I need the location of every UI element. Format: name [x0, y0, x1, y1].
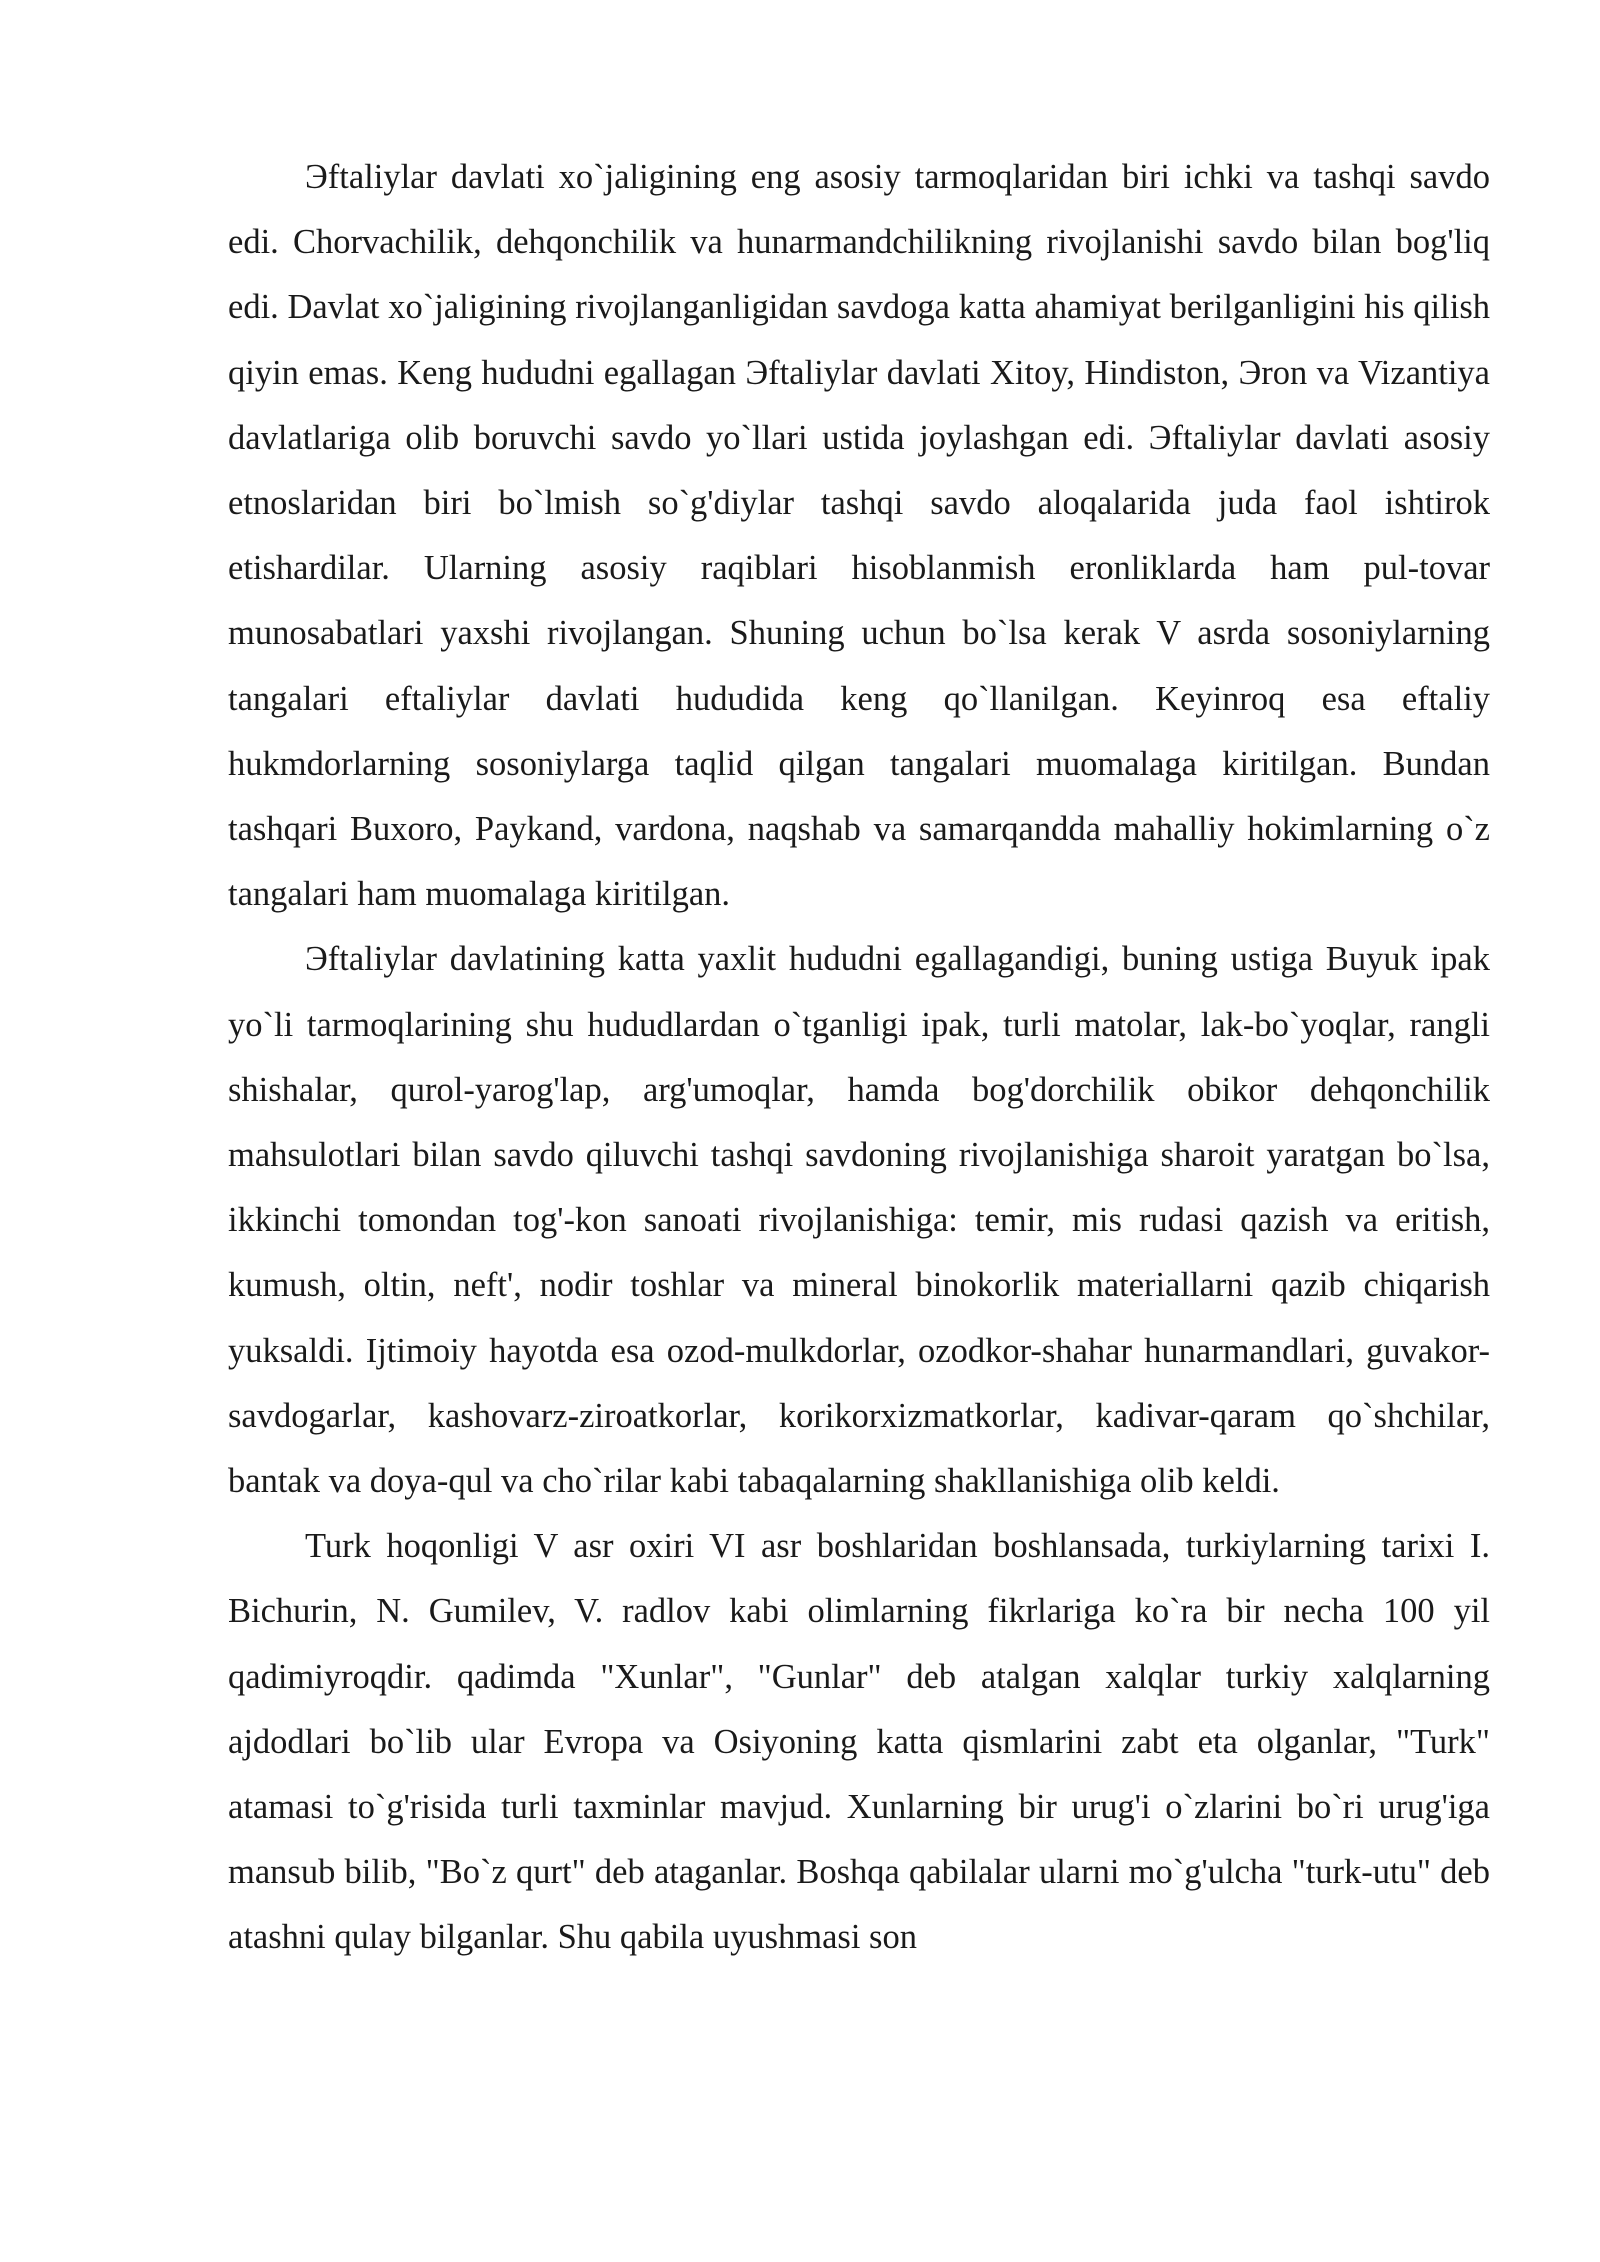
paragraph-eftaliylar-economy: Эftaliylar davlatining katta yaxlit hududni egallagandigi, buning ustiga Buyuk ipak yo`li tarmoqlarining shu hududlardan o`tganligi ipak, turli matolar, lak-bo`yoqlar, rangli shishalar, qurol-yarog'lap, arg'umoqlar, hamda bog'dorchilik obikor dehqonchilik mahsulotlari bilan savdo qiluvchi tashqi savdoning rivojlanishiga sharoit yaratgan bo`lsa, ikkinchi tomondan tog'-kon sanoati rivojlanishiga: temir, mis rudasi qazish va eritish, kumush, oltin, neft', nodir toshlar va mineral binokorlik materiallarni qazib chiqarish yuksaldi. Ijtimoiy hayotda esa ozod-mulkdorlar, ozodkor-shahar hunarmandlari, guvakor-savdogarlar, kashovarz-ziroatkorlar, korikorxizmatkorlar, kadivar-qaram qo`shchilar, bantak va doya-qul va cho`rilar kabi tabaqalarning shakllanishiga olib keldi. — [228, 940, 1490, 1501]
paragraph-eftaliylar-trade: Эftaliylar davlati xo`jaligining eng asosiy tarmoqlaridan biri ichki va tashqi savdo edi. Chorvachilik, dehqonchilik va hunarmandchilikning rivojlanishi savdo bilan bog'liq edi. Davlat xo`jaligining rivojlanganligidan savdoga katta ahamiyat berilganligini his qilish qiyin emas. Keng hududni egallagan Эftaliylar davlati Xitoy, Hindiston, Эron va Vizantiya davlatlariga olib boruvchi savdo yo`llari ustida joylashgan edi. Эftaliylar davlati asosiy etnoslaridan biri bo`lmish so`g'diylar tashqi savdo aloqalarida juda faol ishtirok etishardilar. Ularning asosiy raqiblari hisoblanmish eronliklarda ham pul-tovar munosabatlari yaxshi rivojlangan. Shuning uchun bo`lsa kerak V asrda sosoniylarning tangalari eftaliylar davlati hududida keng qo`llanilgan. Keyinroq esa eftaliy hukmdorlarning sosoniylarga taqlid qilgan tangalari muomalaga kiritilgan. Bundan tashqari Buxoro, Paykand, vardona, naqshab va samarqandda mahalliy hokimlarning o`z tangalari ham muomalaga kiritilgan. — [228, 158, 1490, 914]
document-body — [228, 145, 1490, 1971]
paragraph-turk-khaganate: Turk hoqonligi V asr oxiri VI asr boshlaridan boshlansada, turkiylarning tarixi I. Bichurin, N. Gumilev, V. radlov kabi olimlarning fikrlariga ko`ra bir necha 100 yil qadimiyroqdir. qadimda "Xunlar", "Gunlar" deb atalgan xalqlar turkiy xalqlarning ajdodlari bo`lib ular Evropa va Osiyoning katta qismlarini zabt eta olganlar, "Turk" atamasi to`g'risida turli taxminlar mavjud. Xunlarning bir urug'i o`zlarini bo`ri urug'iga mansub bilib, "Bo`z qurt" deb ataganlar. Boshqa qabilalar ularni mo`g'ulcha "turk-utu" deb atashni qulay bilganlar. Shu qabila uyushmasi son — [228, 1527, 1490, 1957]
